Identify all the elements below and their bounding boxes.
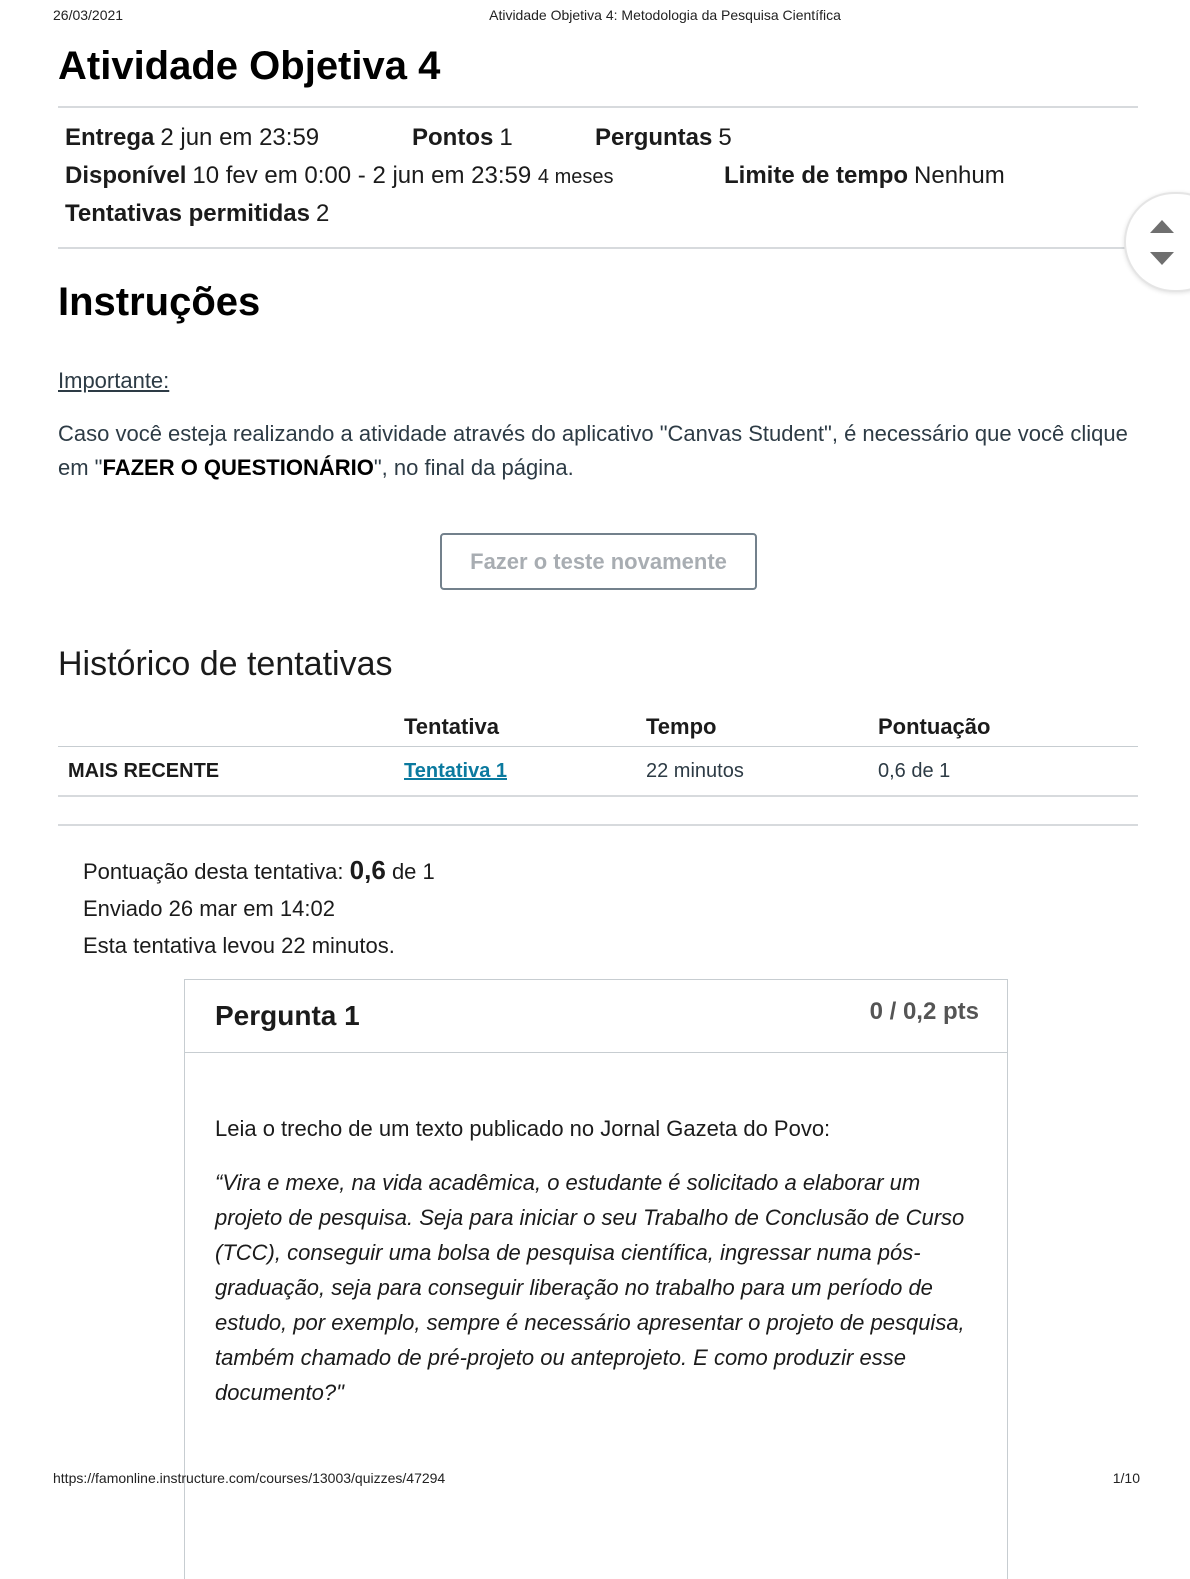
divider <box>58 824 1138 826</box>
column-header-time: Tempo <box>646 714 717 739</box>
question-quote: “Vira e mexe, na vida acadêmica, o estudante é solicitado a elaborar um projeto de pesquisa. Seja para iniciar o seu Trabalho de Conclusão de Curso (TCC), conseguir uma bolsa de pesquisa científica, ingressar numa pós-graduação, seja para conseguir liberação no trabalho para um período de estudo, por exemplo, sempre é necessário apresentar o projeto de pesquisa, também chamado de pré-projeto ou anteprojeto. E como produzir esse documento?" <box>215 1170 965 1405</box>
instructions-text-part: ", no final da página. <box>373 455 574 480</box>
divider <box>58 106 1138 108</box>
summary-duration: Esta tentativa levou 22 minutos. <box>83 933 395 958</box>
instructions-heading: Instruções <box>58 280 261 324</box>
detail-value: 2 jun em 23:59 <box>160 124 320 151</box>
attempt-link[interactable]: Tentativa 1 <box>404 760 507 782</box>
column-header-attempt: Tentativa <box>404 714 499 739</box>
attempt-summary <box>83 852 435 964</box>
detail-label: Entrega <box>65 124 155 151</box>
instructions-text-part: Caso você esteja realizando a atividade através do aplicativo "Canvas Student", é necessário que você clique em " <box>58 421 1128 480</box>
detail-perguntas <box>595 124 732 152</box>
quiz-title: Atividade Objetiva 4 <box>58 44 441 88</box>
print-footer <box>0 1470 1190 1490</box>
summary-score-value: 0,6 <box>349 855 386 885</box>
detail-value: 2 <box>315 200 330 227</box>
column-header-score: Pontuação <box>878 714 991 739</box>
summary-score-label: Pontuação desta tentativa: <box>83 859 344 884</box>
detail-value: 1 <box>499 124 513 151</box>
scroll-down-icon[interactable] <box>1150 252 1174 265</box>
detail-limite <box>724 162 1005 190</box>
detail-value: 5 <box>718 124 732 151</box>
detail-label: Disponível <box>65 162 187 189</box>
detail-tentativas <box>65 200 329 228</box>
row-label: MAIS RECENTE <box>68 760 220 782</box>
detail-label: Limite de tempo <box>724 162 909 189</box>
detail-label: Pontos <box>412 124 494 151</box>
detail-label: Tentativas permitidas <box>65 200 310 227</box>
detail-disponivel <box>65 162 614 190</box>
divider <box>58 247 1138 249</box>
detail-pontos <box>412 124 513 152</box>
retake-quiz-button[interactable]: Fazer o teste novamente <box>440 533 757 590</box>
question-header <box>185 980 1007 1053</box>
scroll-up-icon[interactable] <box>1150 220 1174 233</box>
question-intro: Leia o trecho de um texto publicado no Jornal Gazeta do Povo: <box>215 1116 831 1141</box>
print-page-number: 1/10 <box>1112 1470 1140 1486</box>
history-heading: Histórico de tentativas <box>58 645 393 683</box>
table-row <box>58 746 1138 797</box>
quiz-details <box>65 124 1125 238</box>
summary-score-line <box>83 852 435 890</box>
detail-value: 10 fev em 0:00 - 2 jun em 23:59 <box>192 162 532 189</box>
detail-value: Nenhum <box>914 162 1005 189</box>
detail-entrega <box>65 124 319 152</box>
question-points: 0 / 0,2 pts <box>869 998 979 1025</box>
print-doc-title: Atividade Objetiva 4: Metodologia da Pesquisa Científica <box>489 7 841 23</box>
detail-label: Perguntas <box>595 124 713 151</box>
instructions-text <box>58 417 1138 485</box>
attempt-score: 0,6 de 1 <box>878 760 951 782</box>
question-title: Pergunta 1 <box>215 1000 360 1031</box>
scroll-widget <box>1124 192 1190 292</box>
print-header <box>0 7 1190 27</box>
print-url: https://famonline.instructure.com/courses/13003/quizzes/47294 <box>53 1470 446 1486</box>
print-date: 26/03/2021 <box>53 7 124 23</box>
important-label: Importante: <box>58 368 170 393</box>
summary-sent: Enviado 26 mar em 14:02 <box>83 896 335 921</box>
summary-score-of: de 1 <box>391 859 435 884</box>
detail-extra: 4 meses <box>537 166 614 188</box>
instructions-text-bold: FAZER O QUESTIONÁRIO <box>102 455 374 480</box>
attempt-time: 22 minutos <box>646 760 744 782</box>
